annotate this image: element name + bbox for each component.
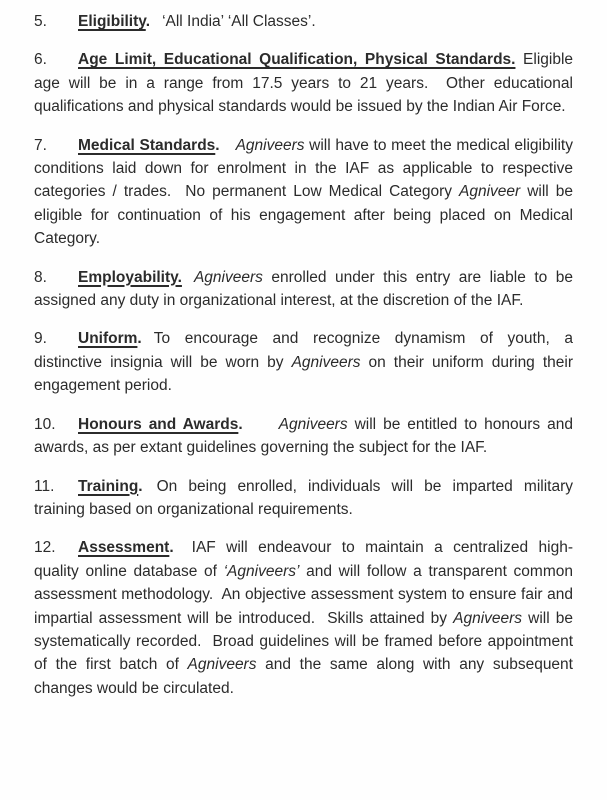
text-segment: Agniveers [278, 415, 348, 433]
paragraph-8 [34, 266, 573, 313]
text-segment: Agniveers [291, 353, 361, 371]
text-segment: enrolled under this entry are liable to be assigned any duty in organizational interest, at the discretion of the IAF. [34, 268, 573, 310]
paragraph-7 [34, 134, 573, 251]
paragraph-11 [34, 475, 573, 522]
heading-tab-spacer [174, 551, 192, 552]
text-segment: and will follow a transparent common assessment methodology. An objective assessment system to ensure fair and impartial assessment will be introduced. Skills attained by [34, 562, 573, 627]
text-segment: . [238, 415, 243, 433]
paragraph-number: 5. [34, 13, 47, 30]
text-segment: and the same along with any subsequent changes would be circulated. [34, 656, 573, 697]
text-segment: . [215, 136, 220, 154]
text-segment: IAF will endeavour to maintain a centralized high-quality online database of [34, 539, 573, 580]
paragraph-number: 8. [34, 268, 47, 286]
text-segment: . [145, 13, 151, 30]
paragraph-number: 12. [34, 539, 56, 557]
paragraph-heading: Training [78, 477, 139, 495]
paragraph-9 [34, 327, 573, 397]
paragraph-heading: Eligibility [78, 13, 146, 30]
text-segment: ‘All India’ ‘All Classes’. [162, 13, 316, 30]
heading-tab-spacer [143, 490, 157, 491]
paragraph-heading: Age Limit, Educational Qualification, Physical Standards. [78, 51, 516, 69]
paragraph-heading: Uniform [78, 330, 138, 348]
paragraph-6 [34, 48, 573, 118]
paragraph-heading: Honours and Awards [78, 415, 239, 433]
text-segment: ‘Agniveers’ [223, 562, 300, 580]
paragraph-number: 9. [34, 330, 47, 348]
text-segment: Agniveers [193, 268, 263, 286]
paragraph-number: 6. [34, 51, 47, 69]
text-segment: To encourage and recognize dynamism of youth, a distinctive insignia will be worn by [34, 330, 573, 371]
paragraph-number: 10. [34, 415, 56, 433]
heading-tab-spacer [182, 281, 194, 282]
paragraph-heading: Assessment [78, 539, 170, 557]
text-segment: Eligible age will be in a range from 17.5 years to 21 years. Other educational qualifications and physical standards would be issued by the Indian Air Force. [34, 51, 574, 116]
text-segment: Agniveers [235, 136, 305, 154]
text-segment: . [137, 330, 142, 348]
text-segment: Agniveer [459, 183, 521, 201]
paragraph-number: 7. [34, 136, 47, 154]
paragraph-10 [34, 413, 573, 460]
text-segment: Agniveers [453, 609, 523, 627]
text-segment: . [138, 477, 143, 495]
text-segment: on their uniform during their engagement period. [34, 353, 573, 395]
document-body [34, 10, 573, 700]
heading-tab-spacer [220, 149, 236, 150]
paragraph-number: 11. [34, 477, 55, 495]
text-segment: will be entitled to honours and awards, as per extant guidelines governing the subject for the IAF. [34, 415, 573, 457]
paragraph-12 [34, 536, 573, 700]
text-segment: . [169, 539, 174, 557]
text-segment: will be systematically recorded. Broad guidelines will be framed before appointment of the first batch of [34, 609, 573, 674]
text-segment: Agniveers [187, 656, 257, 674]
heading-tab-spacer [243, 428, 279, 429]
paragraph-heading: Medical Standards [78, 136, 216, 154]
heading-tab-spacer [150, 25, 162, 26]
text-segment: will have to meet the medical eligibility conditions laid down for enrolment in the IAF as applicable to respective categories / trades. No permanent Low Medical Category [34, 136, 573, 201]
heading-tab-spacer [142, 342, 154, 343]
text-segment: will be eligible for continuation of his engagement after being placed on Medical Category. [34, 183, 573, 248]
text-segment: On being enrolled, individuals will be imparted military training based on organizational requirements. [34, 477, 573, 518]
paragraph-heading: Employability. [78, 268, 182, 286]
paragraph-5 [34, 10, 573, 33]
